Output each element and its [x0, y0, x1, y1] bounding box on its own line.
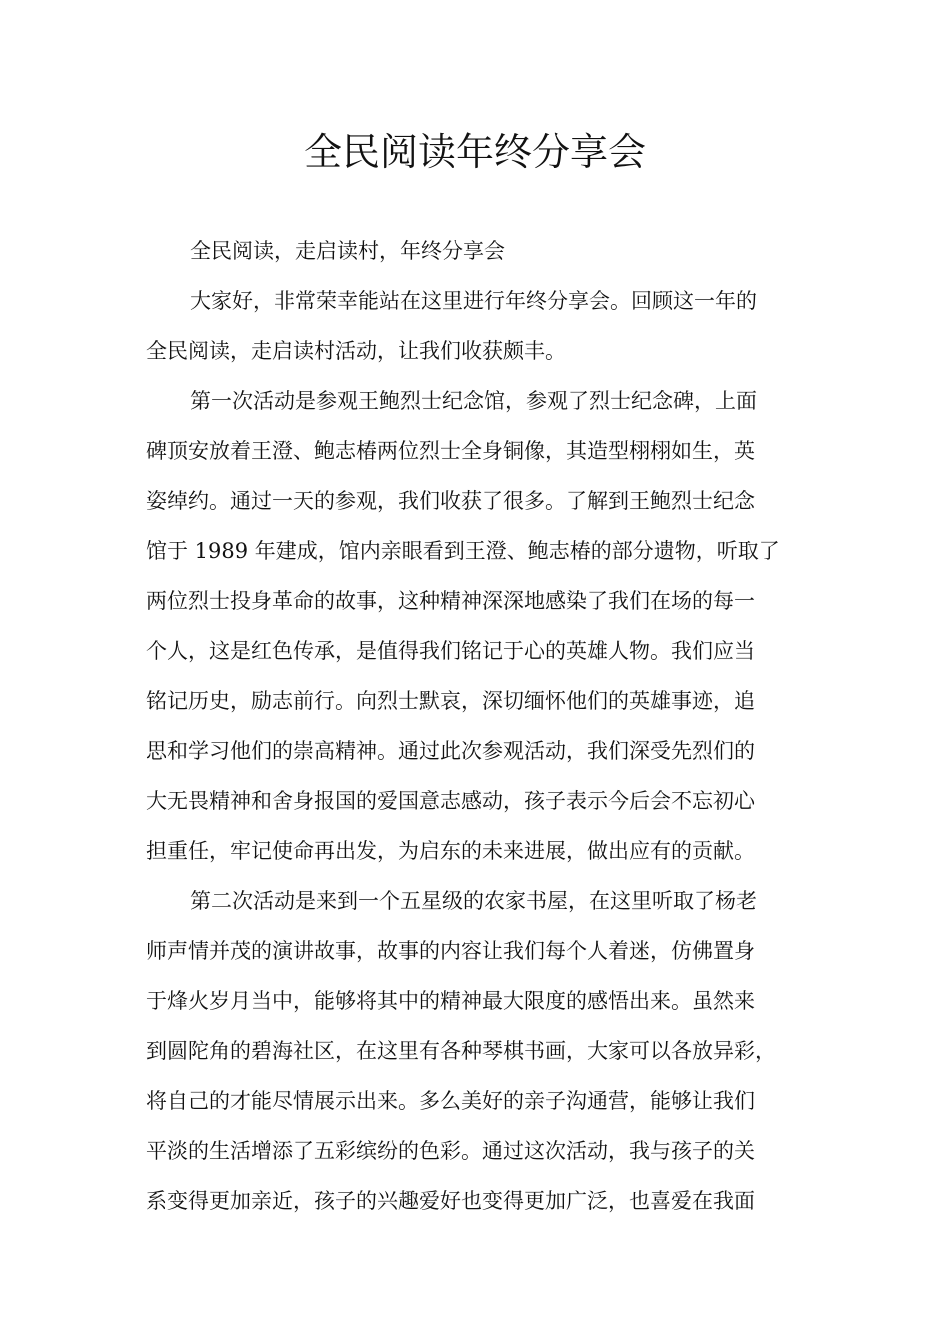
paragraph-subtitle: 全民阅读，走启读村，年终分享会	[190, 239, 505, 263]
document-title: 全民阅读年终分享会	[303, 130, 646, 174]
paragraph-greeting: 大家好，非常荣幸能站在这里进行年终分享会。回顾这一年的 全民阅读，走启读村活动，让我们收获颇丰。	[146, 289, 757, 363]
document-body	[146, 226, 806, 1226]
paragraph-second-activity: 第二次活动是来到一个五星级的农家书屋，在这里听取了杨老 师声情并茂的演讲故事，故事的内容让我们每个人着迷，仿佛置身 于烽火岁月当中，能够将其中的精神最大限度的感悟出来。虽然来 到圆陀角的碧海社区，在这里有各种琴棋书画，大家可以各放异彩， 将自己的才能尽情展示出来。多么美好的亲子沟通营，能够让我们 平淡的生活增添了五彩缤纷的色彩。通过这次活动，我与孩子的关 系变得更加亲近，孩子的兴趣爱好也变得更加广泛，也喜爱在我面	[146, 889, 776, 1213]
paragraph-first-activity: 第一次活动是参观王鲍烈士纪念馆，参观了烈士纪念碑，上面 碑顶安放着王澄、鲍志椿两位烈士全身铜像，其造型栩栩如生，英 姿绰约。通过一天的参观，我们收获了很多。了解到王鲍烈士纪念 馆于 1989 年建成，馆内亲眼看到王澄、鲍志椿的部分遗物，听取了 两位烈士投身革命的故事，这种精神深深地感染了我们在场的每一 个人，这是红色传承，是值得我们铭记于心的英雄人物。我们应当 铭记历史，励志前行。向烈士默哀，深切缅怀他们的英雄事迹，追 思和学习他们的崇高精神。通过此次参观活动，我们深受先烈们的 大无畏精神和舍身报国的爱国意志感动，孩子表示今后会不忘初心 担重任，牢记使命再出发，为启东的未来进展，做出应有的贡献。	[146, 389, 780, 863]
